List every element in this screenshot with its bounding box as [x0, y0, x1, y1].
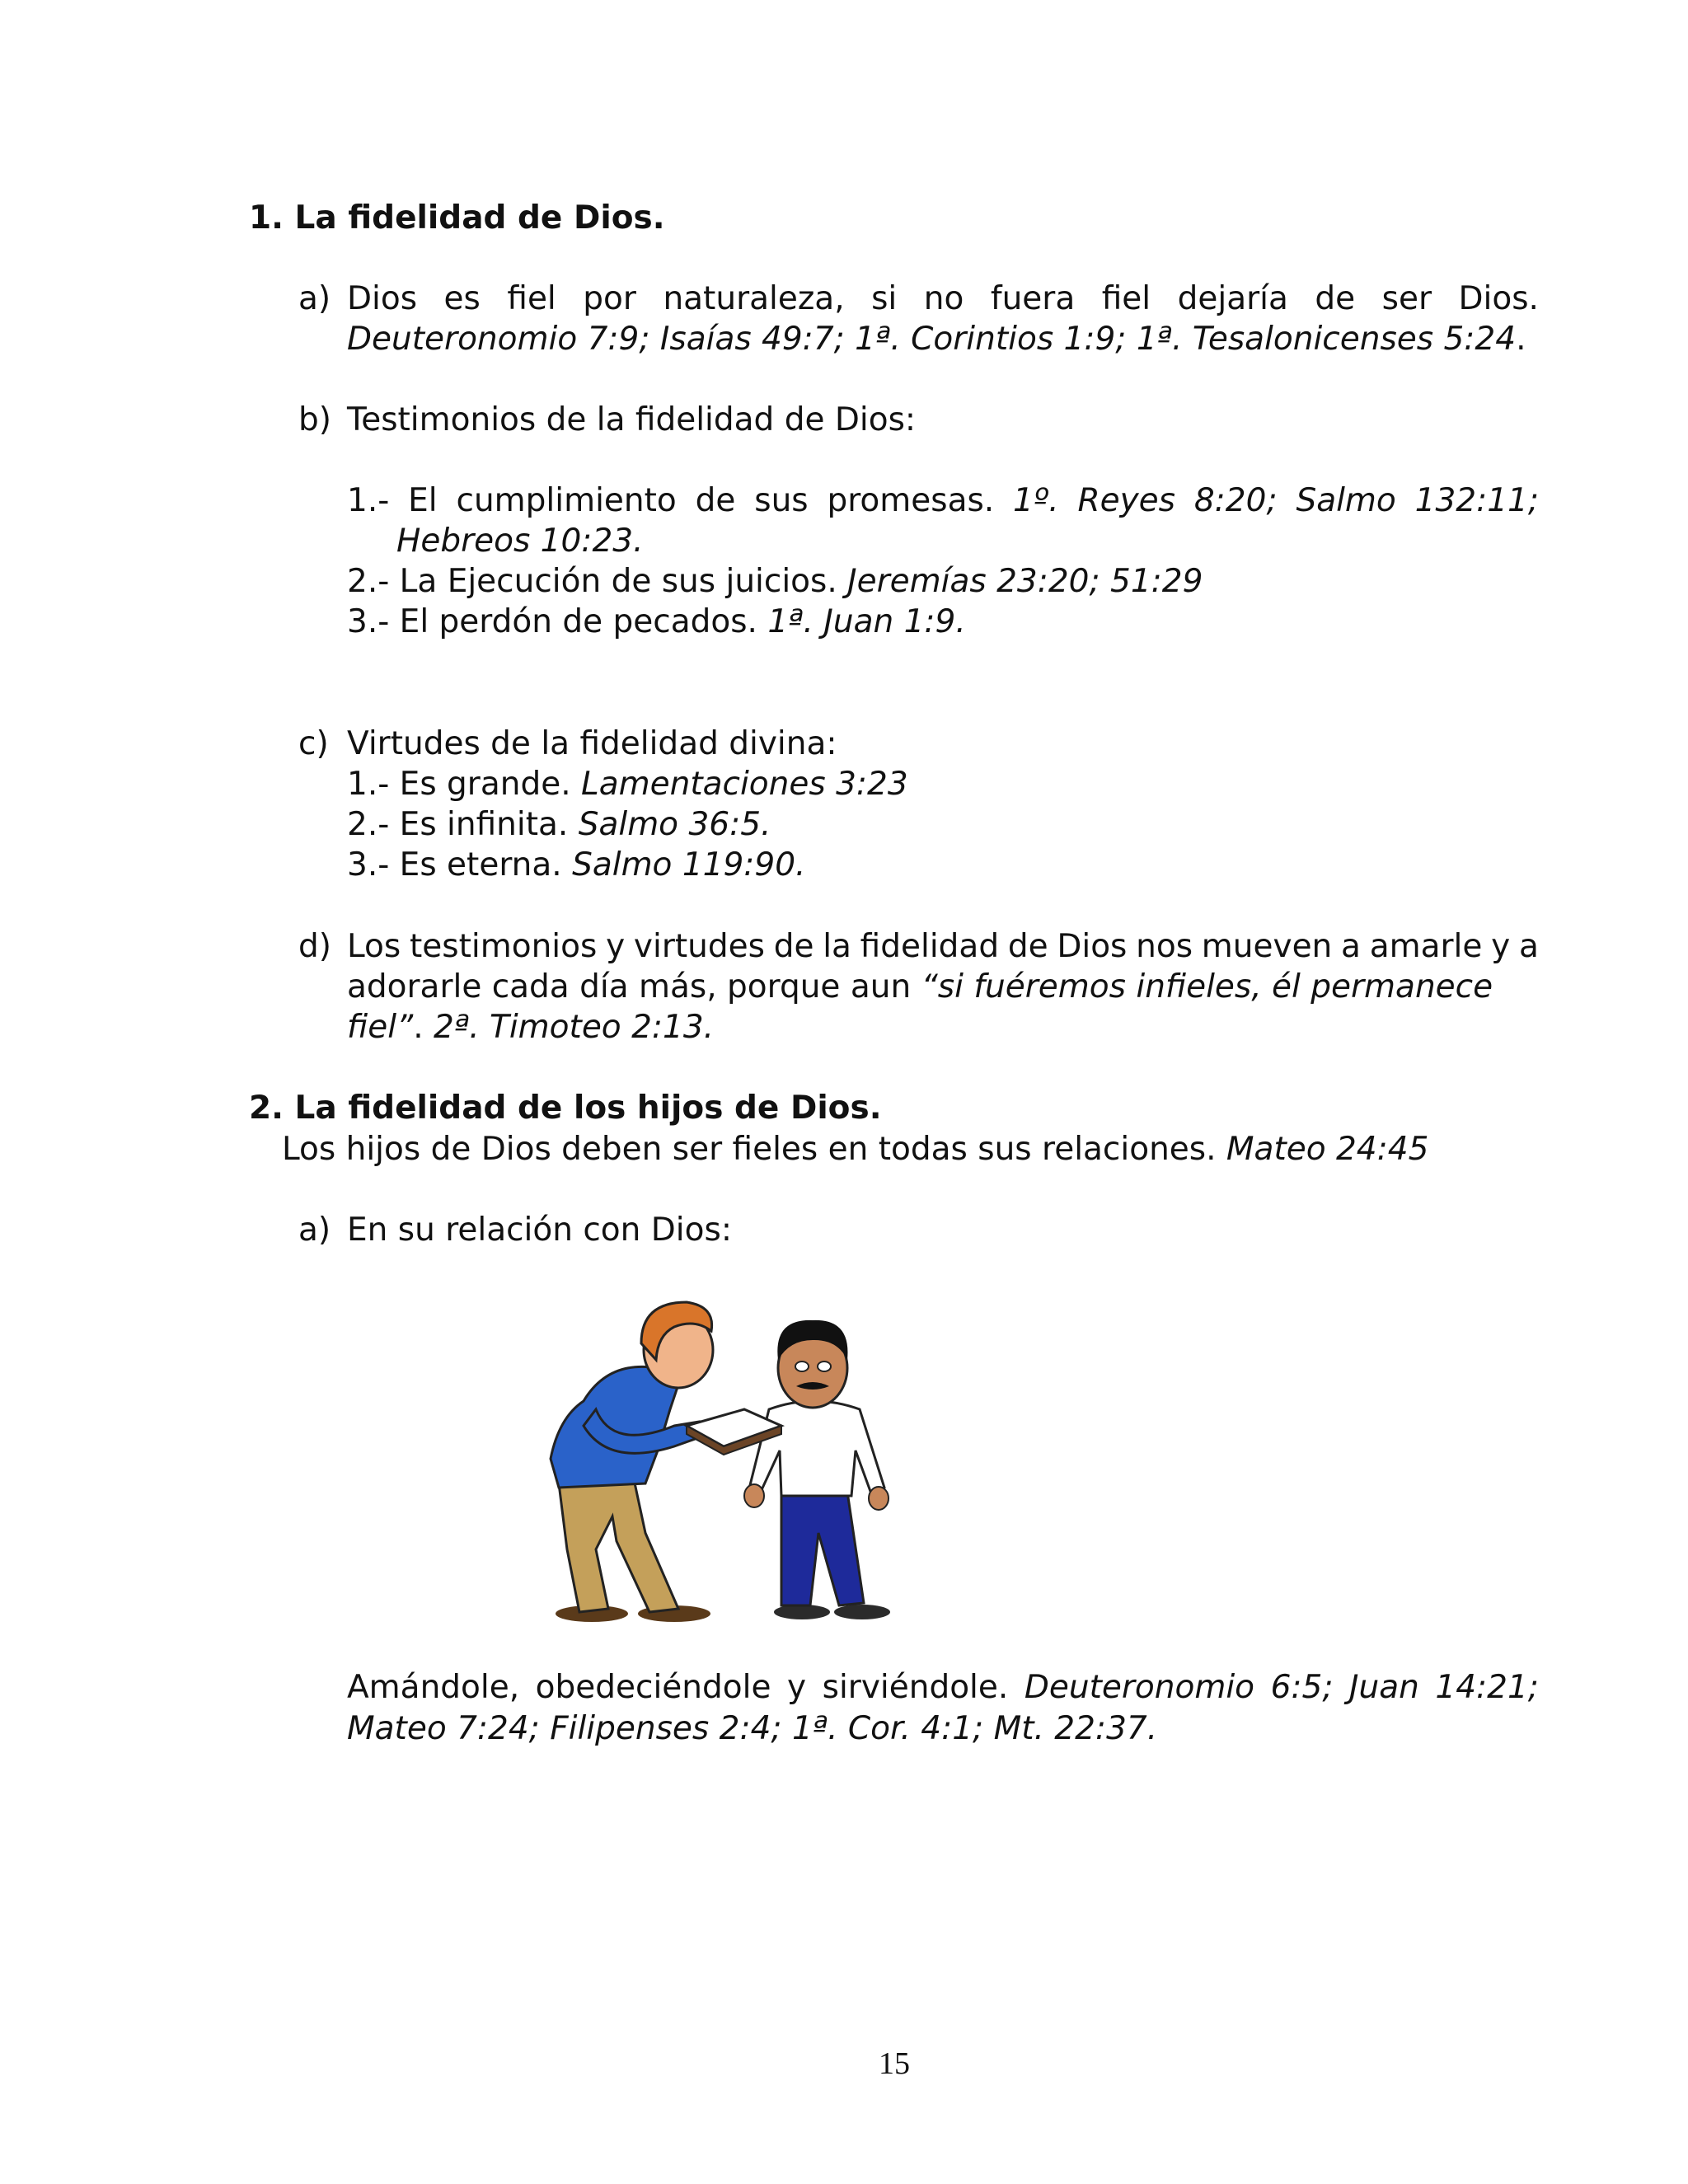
item-b-2: 2.- La Ejecución de sus juicios. Jeremías 23:20; 51:29 — [347, 563, 1203, 600]
word: fuera — [990, 280, 1076, 317]
word: El — [408, 482, 438, 519]
word: no — [923, 280, 964, 317]
item-c-text: Virtudes de la fidelidad divina: — [347, 725, 837, 762]
word: testimonios — [409, 928, 598, 965]
item-b-3: 3.- El perdón de pecados. 1ª. Juan 1:9. — [347, 603, 966, 640]
word: la — [823, 928, 851, 965]
s2-item-a-line1 — [347, 1669, 1539, 1708]
word: Los — [347, 928, 401, 965]
item-d-marker: d) — [298, 928, 331, 965]
word: y — [787, 1669, 807, 1706]
item-d-line1 — [347, 928, 1539, 967]
word: de — [695, 482, 736, 519]
word: a — [1341, 928, 1361, 965]
word: virtudes — [633, 928, 765, 965]
word: Amándole, — [347, 1669, 520, 1706]
item-a-line1 — [347, 280, 1539, 319]
item-b-marker: b) — [298, 401, 331, 438]
word: sirviéndole. — [822, 1669, 1009, 1706]
item-c-3: 3.- Es eterna. Salmo 119:90. — [347, 846, 806, 883]
item-c-1: 1.- Es grande. Lamentaciones 3:23 — [347, 766, 908, 803]
word: sus — [754, 482, 809, 519]
two-men-reading-bible-icon — [534, 1286, 897, 1632]
item-c-2: 2.- Es infinita. Salmo 36:5. — [347, 806, 771, 843]
section-2-heading: 2. La fidelidad de los hijos de Dios. — [249, 1090, 882, 1127]
word: Dios — [1057, 928, 1128, 965]
item-c-marker: c) — [298, 725, 329, 762]
item-a-refs: Deuteronomio 7:9; Isaías 49:7; 1ª. Corintios 1:9; 1ª. Tesalonicenses 5:24. — [347, 321, 1526, 358]
word: Juan — [1349, 1669, 1419, 1706]
s2-item-a-marker: a) — [298, 1212, 331, 1249]
item-a-marker: a) — [298, 280, 331, 317]
word: promesas. — [827, 482, 995, 519]
item-b-text: Testimonios de la fidelidad de Dios: — [347, 401, 917, 438]
word: y — [1491, 928, 1511, 965]
s2-item-a-text: En su relación con Dios: — [347, 1212, 732, 1249]
word: fiel — [1101, 280, 1151, 317]
word: Reyes — [1077, 482, 1175, 519]
page-number: 15 — [879, 2046, 910, 2081]
word: Salmo — [1296, 482, 1396, 519]
word: 6:5; — [1270, 1669, 1334, 1706]
word: de — [773, 928, 814, 965]
word: mueven — [1201, 928, 1333, 965]
word: naturaleza, — [663, 280, 845, 317]
word: ser — [1381, 280, 1432, 317]
item-b-1-cont: Hebreos 10:23. — [396, 523, 644, 560]
word: fidelidad — [860, 928, 1000, 965]
word: de — [1315, 280, 1356, 317]
word: Deuteronomio — [1024, 1669, 1255, 1706]
word: a — [1518, 928, 1539, 965]
word: Dios. — [1458, 280, 1539, 317]
item-d-line2: adorarle cada día más, porque aun “si fuéremos infieles, él permanece — [347, 968, 1493, 1005]
word: 1º. — [1013, 482, 1059, 519]
word: por — [583, 280, 636, 317]
word: 1.- — [347, 482, 390, 519]
section-2-intro: Los hijos de Dios deben ser fieles en todas sus relaciones. Mateo 24:45 — [282, 1131, 1429, 1168]
word: obedeciéndole — [535, 1669, 771, 1706]
word: de — [1007, 928, 1048, 965]
word: dejaría — [1177, 280, 1288, 317]
word: 14:21; — [1435, 1669, 1539, 1706]
item-d-line3: fiel”. 2ª. Timoteo 2:13. — [347, 1009, 715, 1046]
s2-item-a-line2: Mateo 7:24; Filipenses 2:4; 1ª. Cor. 4:1; Mt. 22:37. — [347, 1710, 1158, 1747]
word: nos — [1136, 928, 1193, 965]
word: cumplimiento — [456, 482, 677, 519]
word: 132:11; — [1414, 482, 1539, 519]
word: es — [443, 280, 481, 317]
word: amarle — [1369, 928, 1483, 965]
word: fiel — [507, 280, 556, 317]
item-b-1-line1 — [347, 482, 1539, 521]
word: Dios — [347, 280, 418, 317]
section-1-heading: 1. La fidelidad de Dios. — [249, 199, 665, 237]
word: y — [606, 928, 626, 965]
word: 8:20; — [1193, 482, 1278, 519]
word: si — [871, 280, 898, 317]
